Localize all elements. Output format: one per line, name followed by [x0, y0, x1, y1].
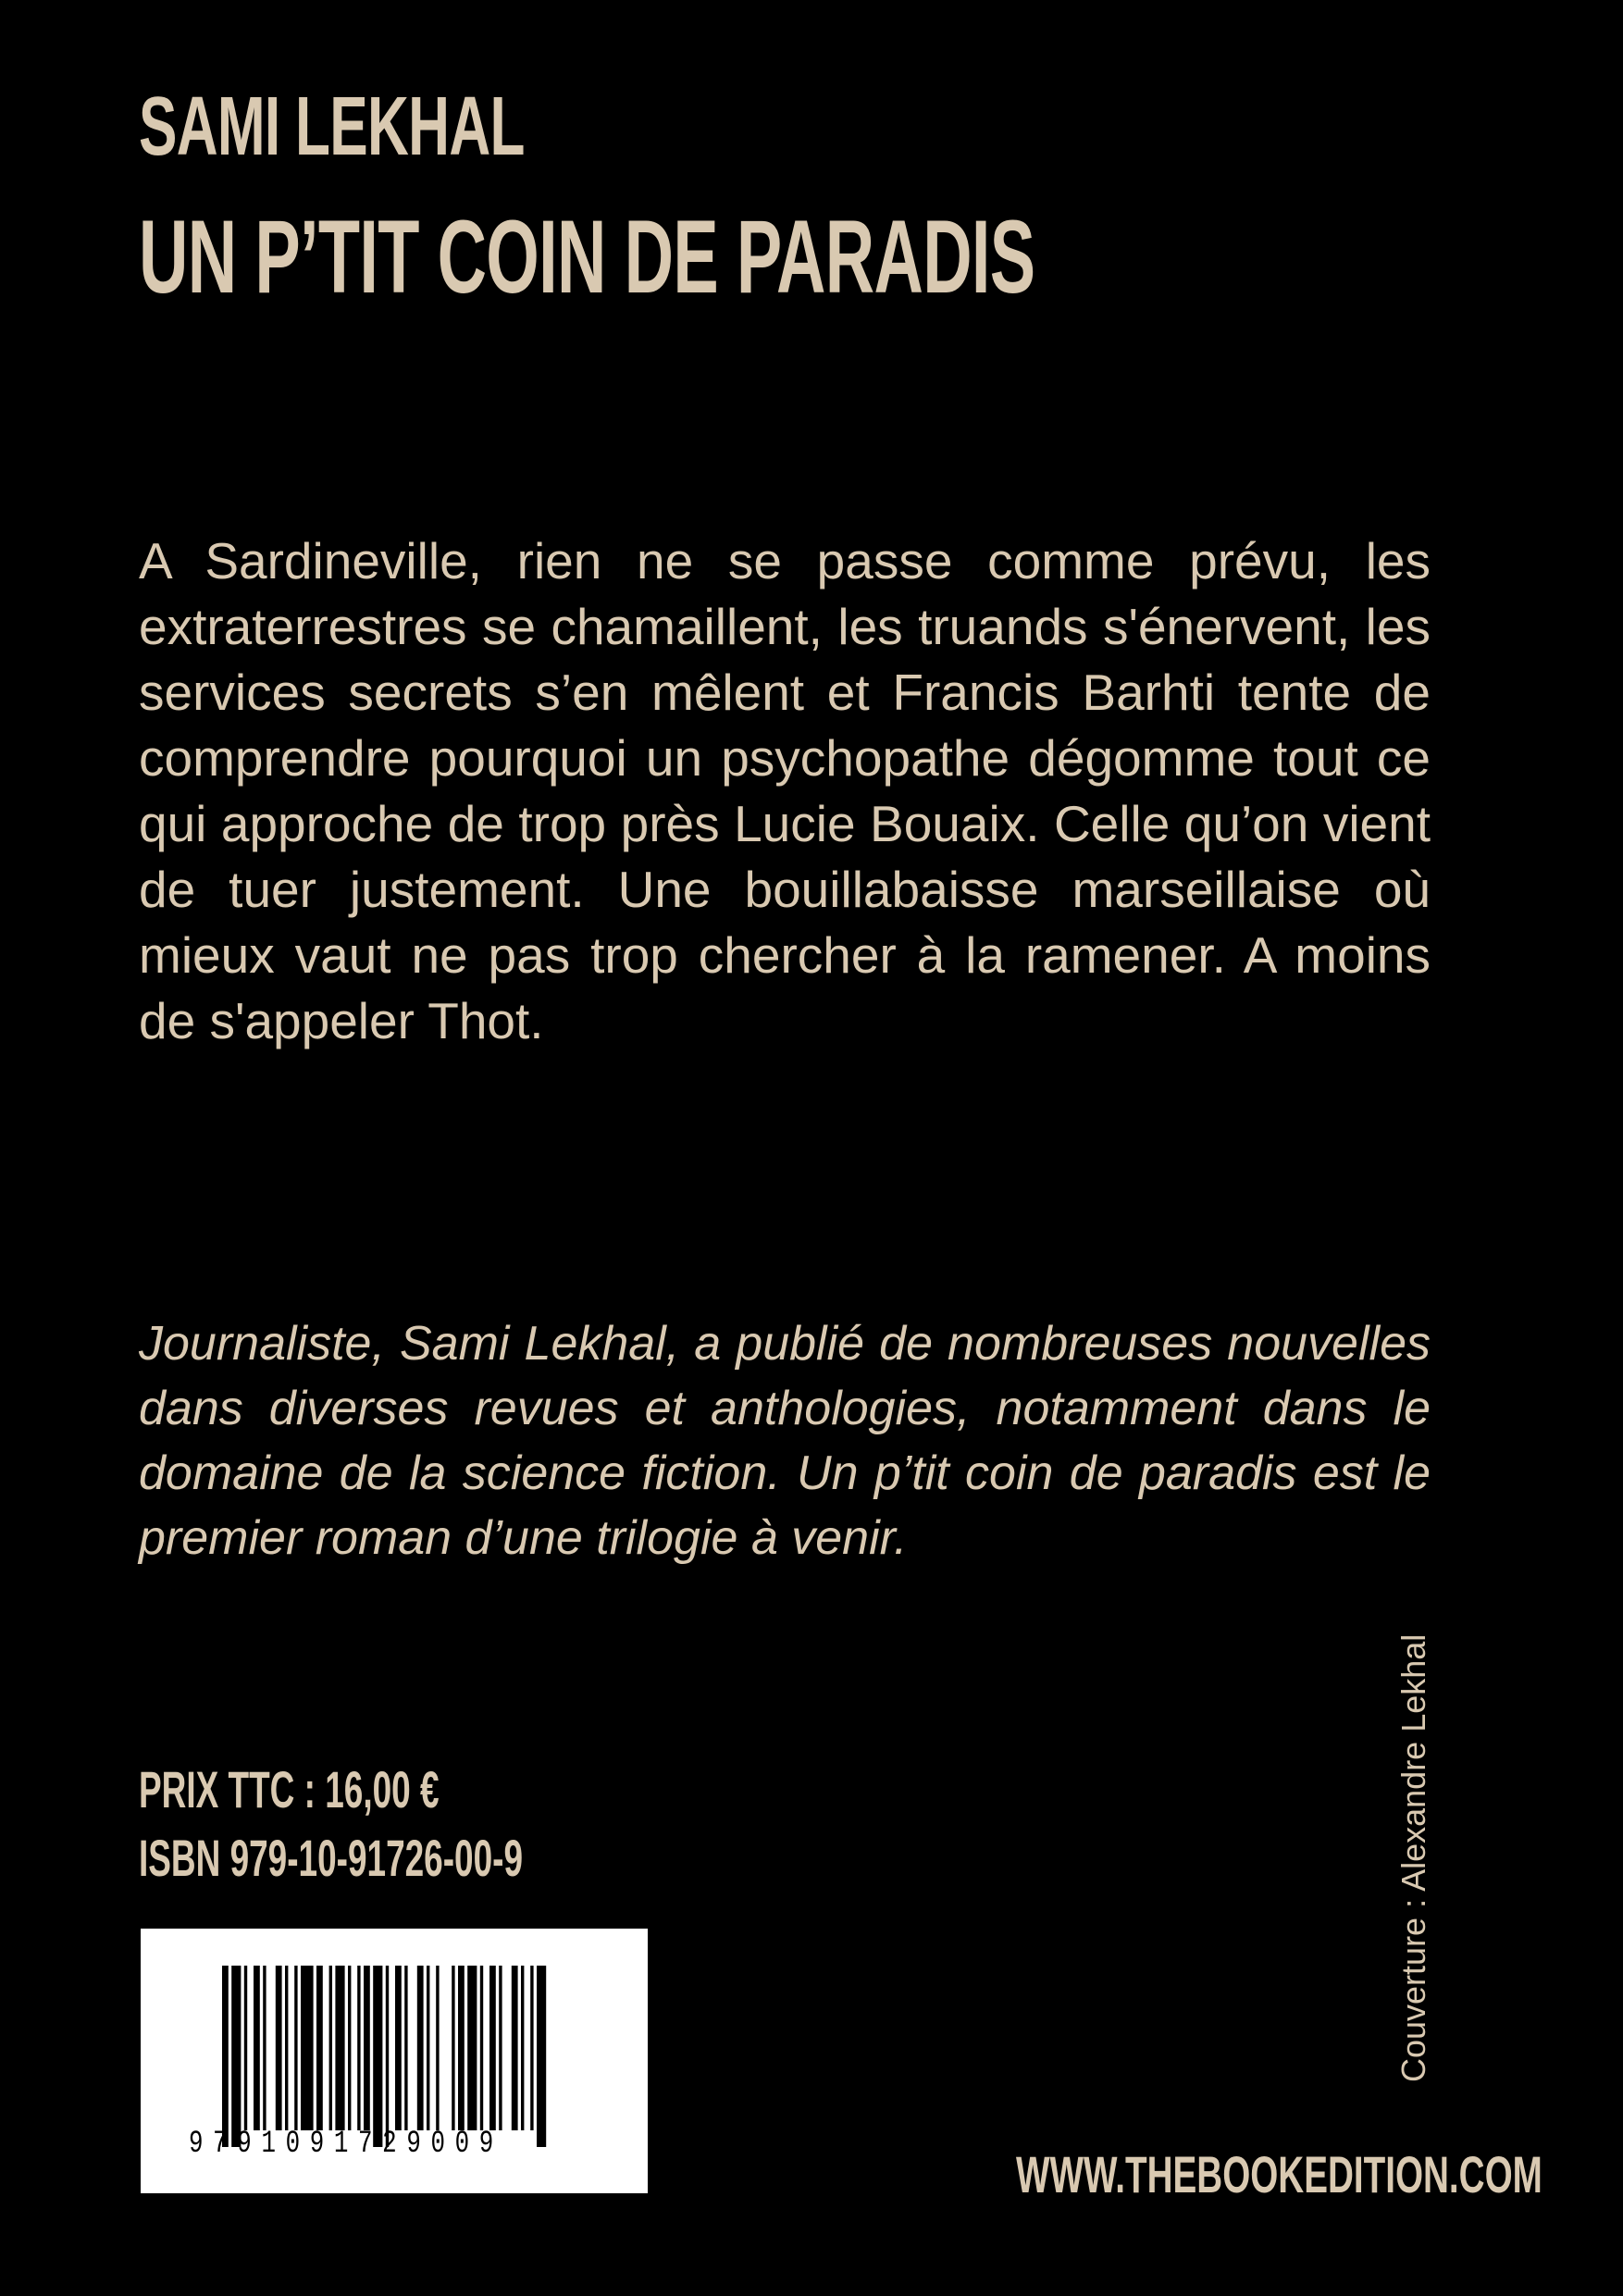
- barcode-bar: [357, 1966, 360, 2130]
- synopsis-paragraph: A Sardineville, rien ne se passe comme prévu, les extraterrestres se chamaillent, les truands s'énervent, les services secrets s’en mêlent et Francis Barhti tente de comprendre pourquoi un psychopathe dégomme tout ce qui approche de trop près Lucie Bouaix. Celle qu’on vient de tuer justement. Une bouillabaisse marseillaise où mieux vaut ne pas trop chercher à la ramener. A moins de s'appeler Thot.: [139, 532, 1431, 1049]
- barcode-bar: [436, 1966, 439, 2130]
- barcode-bar: [301, 1966, 314, 2130]
- barcode-bar: [285, 1966, 288, 2130]
- publisher-website: WWW.THEBOOKEDITION.COM: [1016, 2145, 1542, 2203]
- isbn-label: ISBN 979-10-91726-00-9: [139, 1829, 524, 1887]
- barcode-bar: [395, 1966, 402, 2130]
- barcode-bar: [364, 1966, 370, 2130]
- barcode-bar: [480, 1966, 483, 2130]
- barcode-bar: [530, 1966, 533, 2130]
- price-label: PRIX TTC : 16,00 €: [139, 1760, 440, 1818]
- barcode-bar: [499, 1966, 502, 2130]
- barcode-bar: [316, 1966, 323, 2130]
- barcode-bar: [329, 1966, 332, 2130]
- barcode-bar: [222, 1966, 229, 2147]
- barcode-bar: [231, 1966, 241, 2147]
- barcode-bar: [417, 1966, 424, 2130]
- barcode-bar: [254, 1966, 260, 2130]
- barcode-bar: [373, 1966, 382, 2147]
- barcode-bar: [348, 1966, 351, 2130]
- barcode-bar: [404, 1966, 407, 2130]
- book-title: UN P’TIT COIN DE PARADIS: [139, 199, 1035, 315]
- cover-credit: Couverture : Alexandre Lekhal: [1394, 1633, 1432, 2082]
- barcode-bar: [294, 1966, 297, 2130]
- barcode-bar: [276, 1966, 282, 2130]
- barcode-bar: [427, 1966, 429, 2130]
- barcode-bar: [467, 1966, 477, 2130]
- barcode-bar: [458, 1966, 465, 2130]
- barcode: [141, 1929, 648, 2193]
- barcode-bar: [263, 1966, 266, 2130]
- barcode-bar: [489, 1966, 496, 2130]
- barcode-bar: [521, 1966, 524, 2130]
- barcode-bar: [335, 1966, 344, 2130]
- barcode-bar: [244, 1966, 247, 2130]
- barcode-bar: [512, 1966, 518, 2130]
- author-name: SAMI LEKHAL: [139, 81, 525, 173]
- barcode-bar: [452, 1966, 454, 2130]
- author-bio-paragraph: Journaliste, Sami Lekhal, a publié de nombreuses nouvelles dans diverses revues et anthologies, notamment dans le domaine de la science fiction. Un p’tit coin de paradis est le premier roman d’une trilogie à venir.: [139, 1317, 1431, 1565]
- barcode-bar: [537, 1966, 546, 2147]
- barcode-bar: [386, 1966, 389, 2147]
- barcode-digits: 9791091729009: [189, 2127, 503, 2162]
